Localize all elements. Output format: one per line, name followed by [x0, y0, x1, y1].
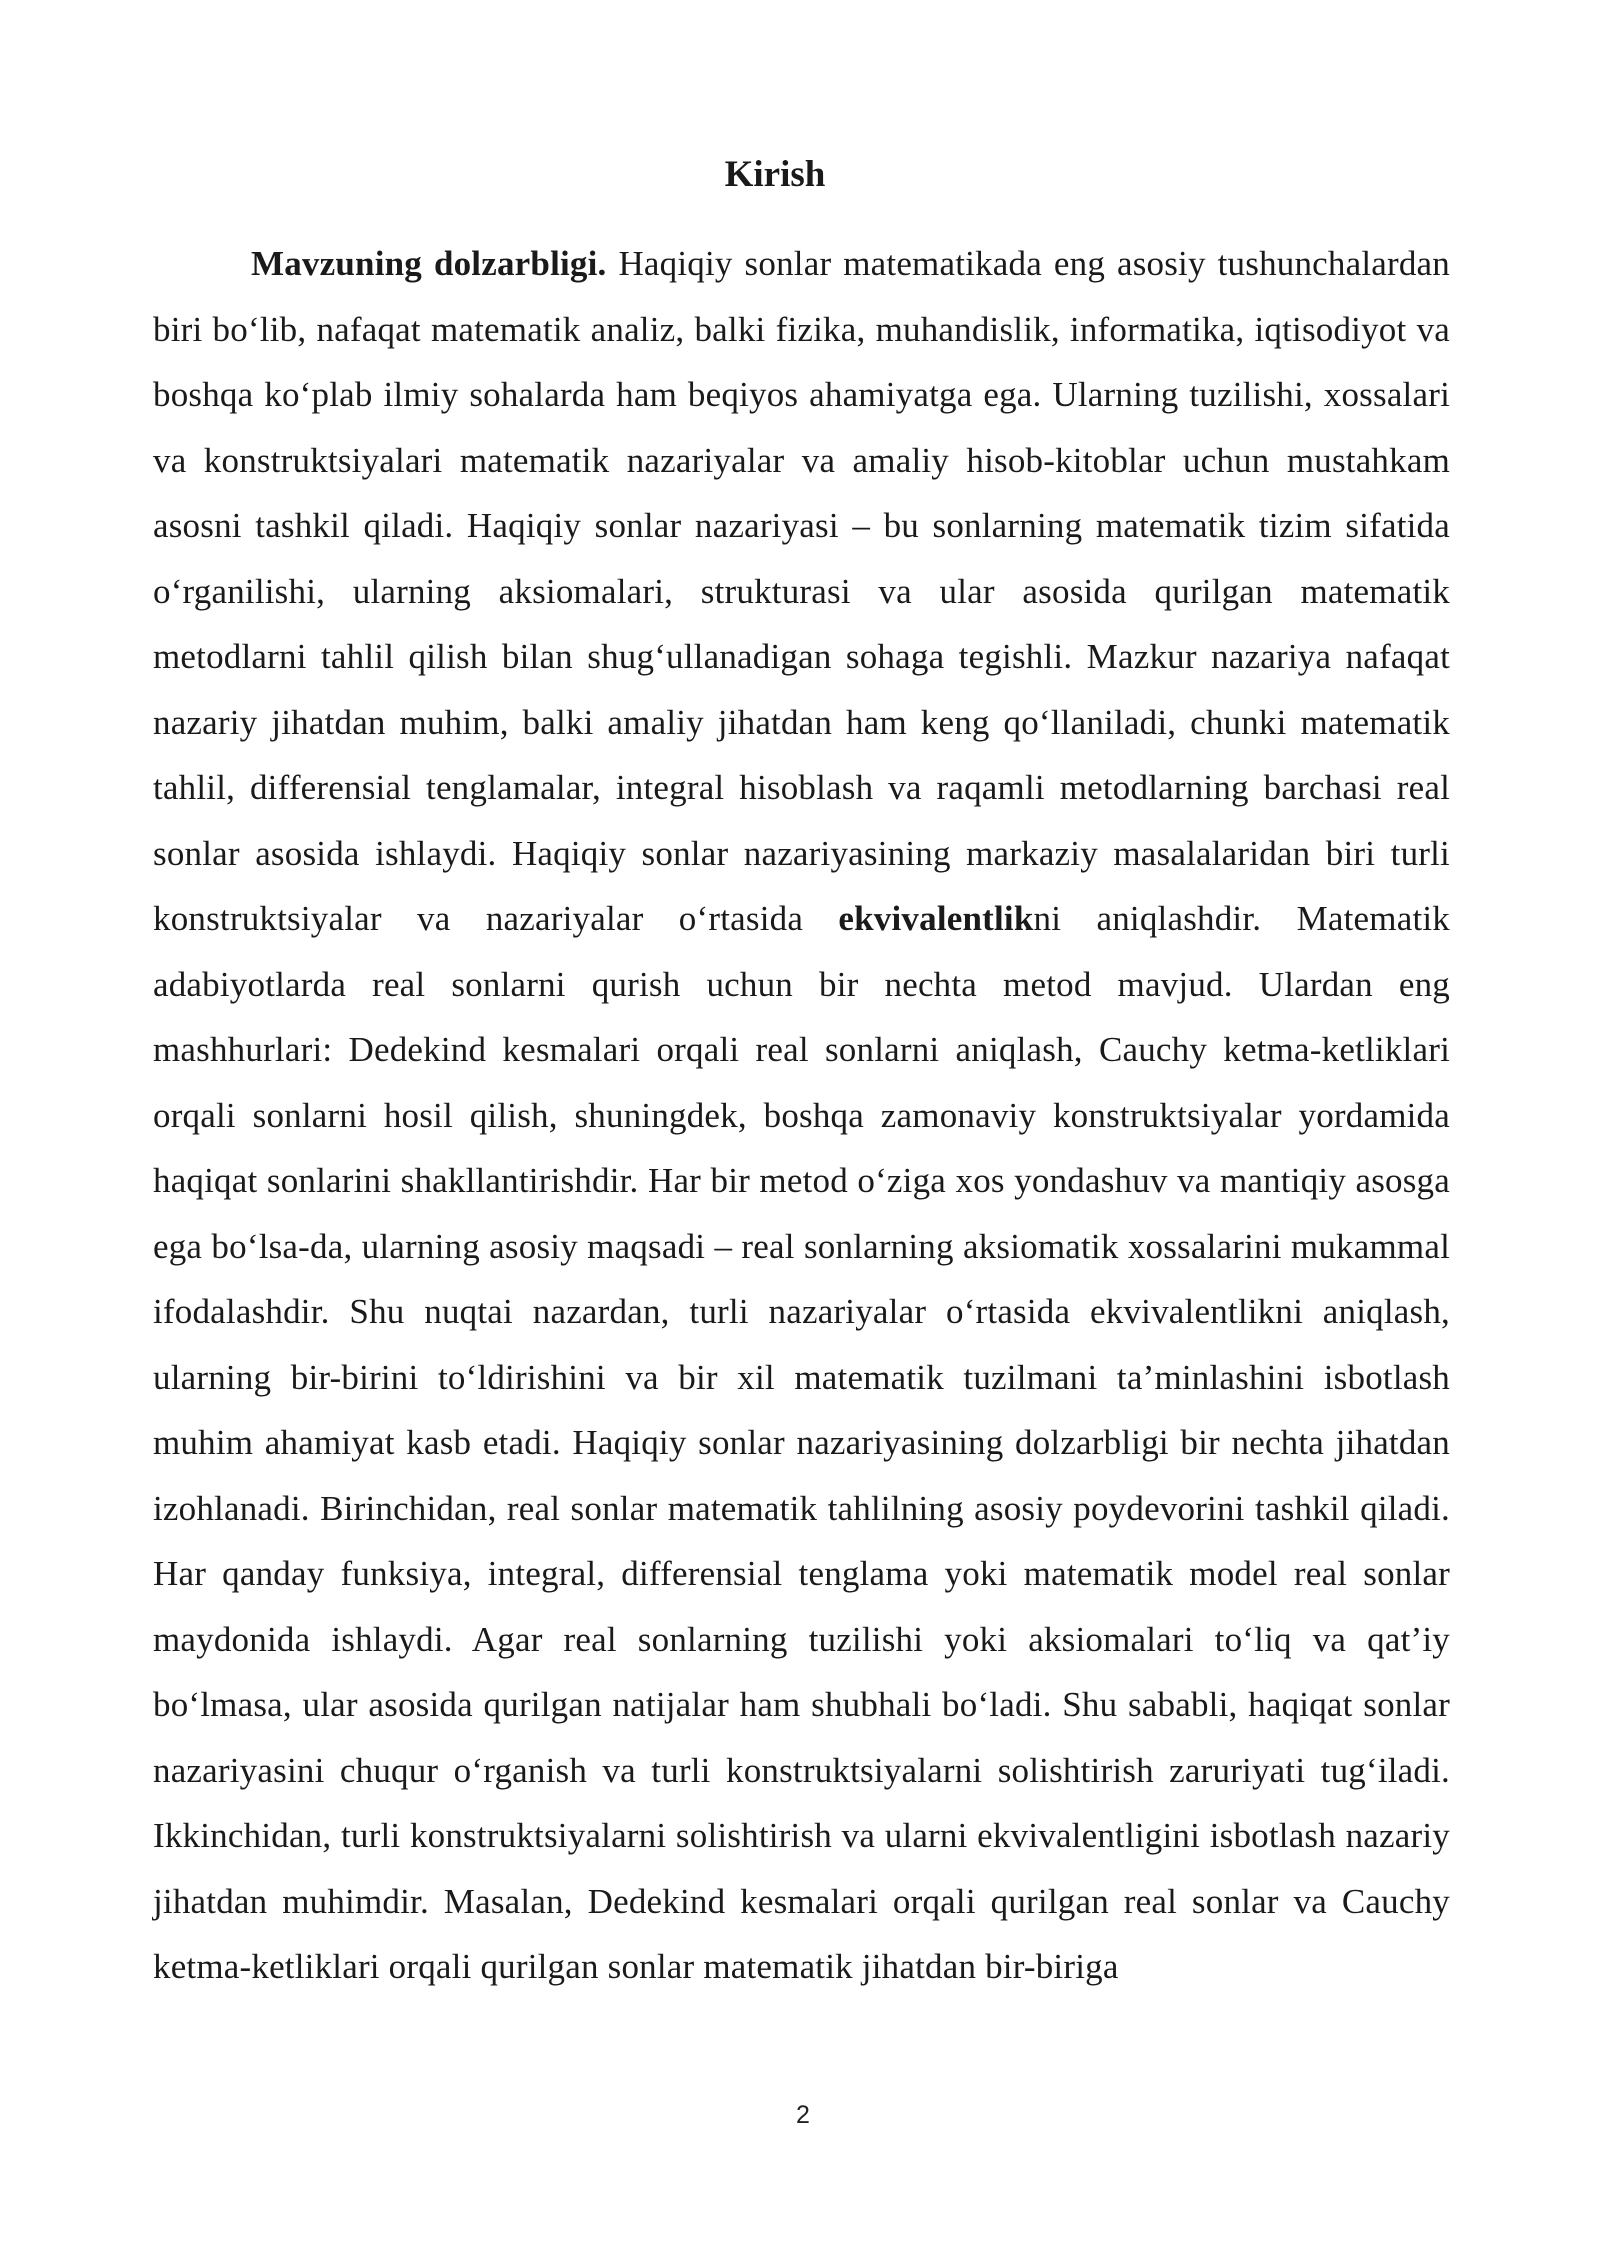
page-number: 2	[796, 2101, 810, 2129]
paragraph-text-part-1: Haqiqiy sonlar matematikada eng asosiy tushunchalardan biri bo‘lib, nafaqat matematik analiz, balki fizika, muhandislik, informatika, iqtisodiyot va boshqa ko‘plab ilmiy sohalarda ham beqiyos ahamiyatga ega. Ularning tuzilishi, xossalari va konstruktsiyalari matematik nazariyalar va amaliy hisob-kitoblar uchun mustahkam asosni tashkil qiladi. Haqiqiy sonlar nazariyasi – bu sonlarning matematik tizim sifatida o‘rganilishi, ularning aksiomalari, strukturasi va ular asosida qurilgan matematik metodlarni tahlil qilish bilan shug‘ullanadigan sohaga tegishli. Mazkur nazariya nafaqat nazariy jihatdan muhim, balki amaliy jihatdan ham keng qo‘llaniladi, chunki matematik tahlil, differensial tenglamalar, integral hisoblash va raqamli metodlarning barchasi real sonlar asosida ishlaydi. Haqiqiy sonlar nazariyasining markaziy masalalaridan biri turli konstruktsiyalar va nazariyalar o‘rtasida	[153, 244, 1450, 938]
lead-heading: Mavzuning dolzarbligi.	[251, 244, 607, 283]
body-paragraph	[153, 231, 1450, 2000]
section-title: Kirish	[724, 154, 826, 195]
emphasis-term: ekvivalentlik	[838, 899, 1034, 938]
paragraph-text-part-2: ni aniqlashdir. Matematik adabiyotlarda real sonlarni qurish uchun bir nechta metod mavjud. Ulardan eng mashhurlari: Dedekind kesmalari orqali real sonlarni aniqlash, Cauchy ketma-ketliklari orqali sonlarni hosil qilish, shuningdek, boshqa zamonaviy konstruktsiyalar yordamida haqiqat sonlarini shakllantirishdir. Har bir metod o‘ziga xos yondashuv va mantiqiy asosga ega bo‘lsa-da, ularning asosiy maqsadi – real sonlarning aksiomatik xossalarini mukammal ifodalashdir. Shu nuqtai nazardan, turli nazariyalar o‘rtasida ekvivalentlikni aniqlash, ularning bir-birini to‘ldirishini va bir xil matematik tuzilmani ta’minlashini isbotlash muhim ahamiyat kasb etadi. Haqiqiy sonlar nazariyasining dolzarbligi bir nechta jihatdan izohlanadi. Birinchidan, real sonlar matematik tahlilning asosiy poydevorini tashkil qiladi. Har qanday funksiya, integral, differensial tenglama yoki matematik model real sonlar maydonida ishlaydi. Agar real sonlarning tuzilishi yoki aksiomalari to‘liq va qat’iy bo‘lmasa, ular asosida qurilgan natijalar ham shubhali bo‘ladi. Shu sababli, haqiqat sonlar nazariyasini chuqur o‘rganish va turli konstruktsiyalarni solishtirish zaruriyati tug‘iladi. Ikkinchidan, turli konstruktsiyalarni solishtirish va ularni ekvivalentligini isbotlash nazariy jihatdan muhimdir. Masalan, Dedekind kesmalari orqali qurilgan real sonlar va Cauchy ketma-ketliklari orqali qurilgan sonlar matematik jihatdan bir-biriga	[153, 899, 1450, 1986]
